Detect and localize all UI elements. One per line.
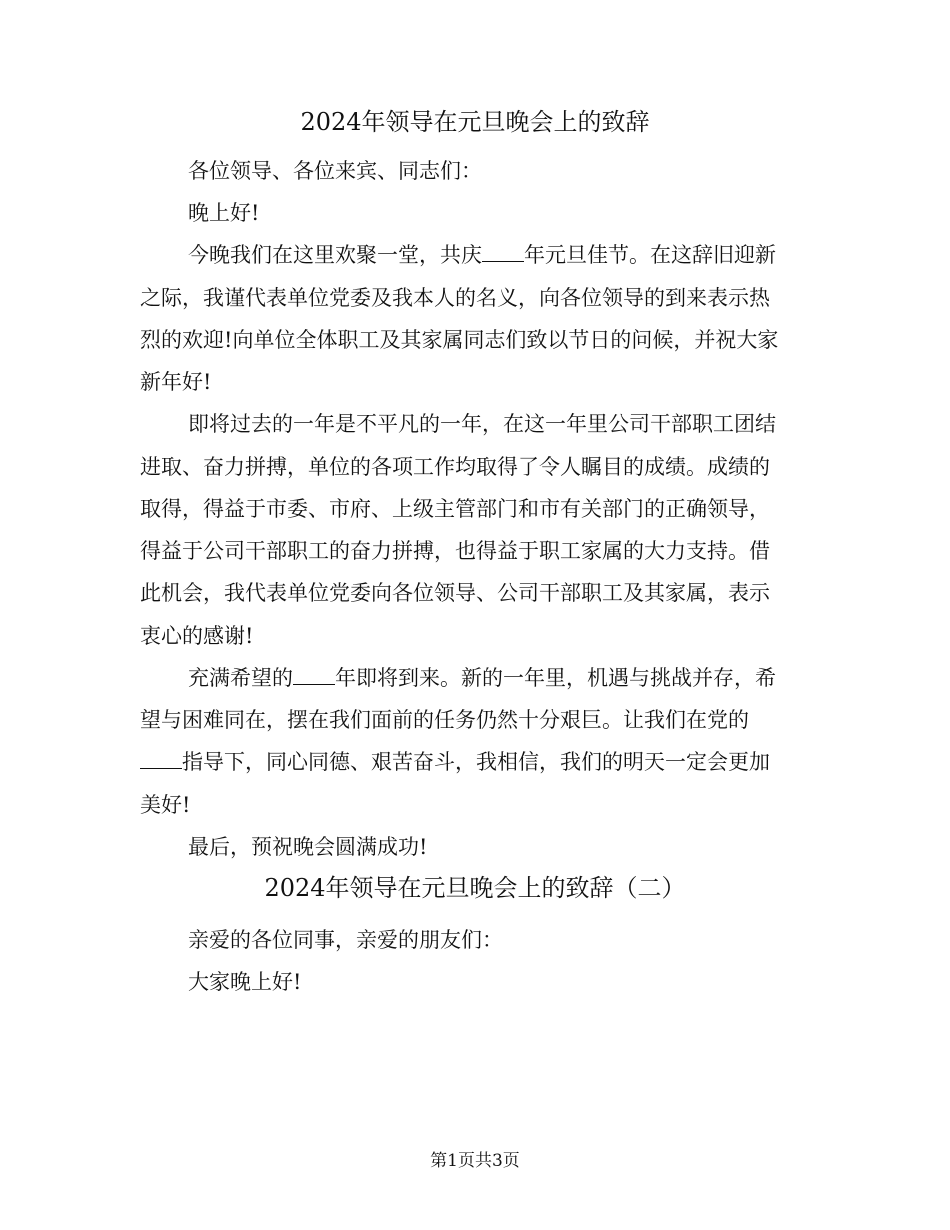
page-number: 第1页共3页 [430, 1151, 520, 1171]
paragraph-2-line-3: 取得，得益于市委、市府、上级主管部门和市有关部门的正确领导， [140, 497, 770, 521]
paragraph-2-line-1: 即将过去的一年是不平凡的一年，在这一年里公司干部职工团结 [188, 412, 776, 436]
paragraph-2-line-5: 此机会，我代表单位党委向各位领导、公司干部职工及其家属，表示 [140, 581, 770, 605]
text-segment: 指导下，同心同德、艰苦奋斗，我相信，我们的明天一定会更加 [182, 750, 770, 774]
fill-in-blank [482, 243, 524, 262]
paragraph-2-line-6: 衷心的感谢! [140, 624, 254, 648]
greeting: 晚上好! [188, 201, 260, 225]
paragraph-1-line-4: 新年好! [140, 370, 212, 394]
text-segment: 今晚我们在这里欢聚一堂，共庆 [188, 243, 482, 267]
paragraph-3-line-3 [140, 748, 770, 776]
paragraph-1-line-1 [188, 241, 776, 269]
paragraph-1-line-3: 烈的欢迎!向单位全体职工及其家属同志们致以节日的问候，并祝大家 [140, 328, 779, 352]
paragraph-2-line-2: 进取、奋力拼搏，单位的各项工作均取得了令人瞩目的成绩。成绩的 [140, 455, 770, 479]
text-segment: 年即将到来。新的一年里，机遇与挑战并存，希 [335, 666, 776, 690]
paragraph-1-line-2: 之际，我谨代表单位党委及我本人的名义，向各位领导的到来表示热 [140, 286, 770, 310]
section-title: 2024年领导在元旦晚会上的致辞（二） [264, 874, 686, 902]
paragraph-3-line-1 [188, 664, 776, 692]
document-title: 2024年领导在元旦晚会上的致辞 [300, 108, 650, 136]
salutation-2: 亲爱的各位同事，亲爱的朋友们： [188, 928, 503, 952]
text-segment: 年元旦佳节。在这辞旧迎新 [524, 243, 776, 267]
salutation: 各位领导、各位来宾、同志们： [188, 159, 482, 183]
greeting-2: 大家晚上好! [188, 970, 302, 994]
paragraph-3-line-2: 望与困难同在，摆在我们面前的任务仍然十分艰巨。让我们在党的 [140, 708, 749, 732]
paragraph-3-line-4: 美好! [140, 793, 191, 817]
fill-in-blank [293, 666, 335, 685]
fill-in-blank [140, 750, 182, 769]
closing-line: 最后，预祝晚会圆满成功! [188, 835, 428, 859]
paragraph-2-line-4: 得益于公司干部职工的奋力拼搏，也得益于职工家属的大力支持。借 [140, 539, 770, 563]
text-segment: 充满希望的 [188, 666, 293, 690]
